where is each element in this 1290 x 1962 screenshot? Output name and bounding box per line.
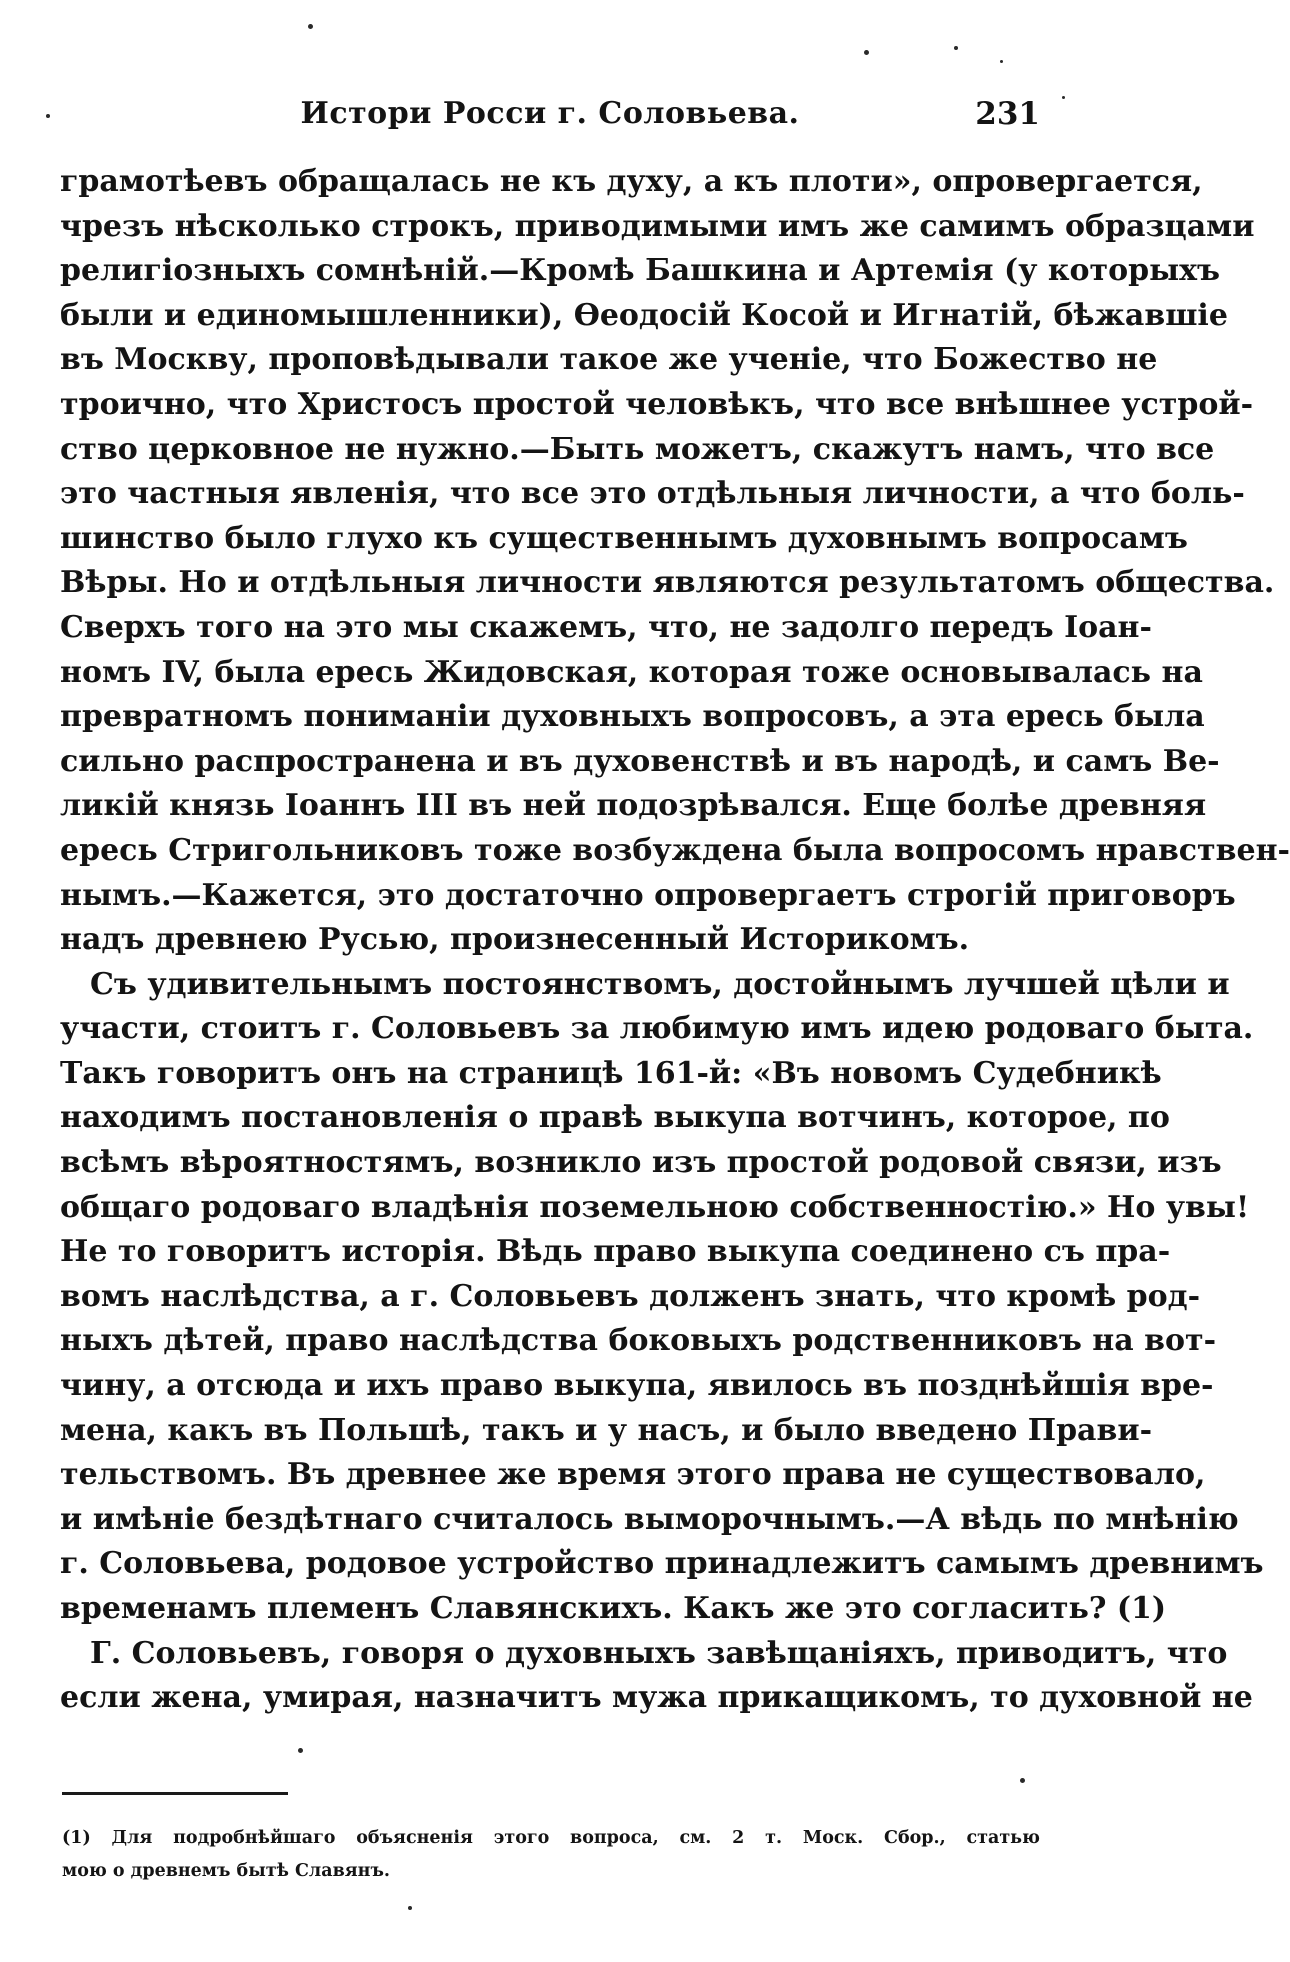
text-line: вомъ наслѣдства, а г. Соловьевъ долженъ знать, что кромѣ род- <box>60 1278 1201 1314</box>
scan-speck <box>954 46 958 50</box>
running-title: Истори Росси г. Соловьева. <box>300 96 800 131</box>
text-line: г. Соловьева, родовое устройство принадлежитъ самымъ древнимъ <box>60 1546 1264 1582</box>
footnote-line: (1) Для подробнѣйшаго объясненія этого вопроса, см. 2 т. Моск. Сбор., статью <box>62 1828 1040 1848</box>
scan-speck <box>298 1748 303 1753</box>
footnote-line: мою о древнемъ бытѣ Славянъ. <box>62 1861 391 1881</box>
text-line: ныхъ дѣтей, право наслѣдства боковыхъ родственниковъ на вот- <box>60 1323 1217 1359</box>
text-line: участи, стоитъ г. Соловьевъ за любимую имъ идею родоваго быта. <box>60 1011 1254 1047</box>
scan-speck <box>864 50 869 55</box>
text-line: мена, какъ въ Польшѣ, такъ и у насъ, и было введено Прави- <box>60 1412 1153 1448</box>
text-line: въ Москву, проповѣдывали такое же ученіе, что Божество не <box>60 342 1158 378</box>
text-line: Такъ говоритъ онъ на страницѣ 161-й: «Въ новомъ Судебникѣ <box>60 1055 1162 1091</box>
footnotes <box>62 1822 1040 1888</box>
text-line: общаго родоваго владѣнія поземельною собственностію.» Но увы! <box>60 1189 1250 1225</box>
scan-speck <box>408 1906 412 1910</box>
text-line: если жена, умирая, назначитъ мужа прикащикомъ, то духовной не <box>60 1680 1253 1716</box>
text-line: превратномъ пониманіи духовныхъ вопросовъ, а эта ересь была <box>60 699 1205 735</box>
text-line: сильно распространена и въ духовенствѣ и въ народѣ, и самъ Ве- <box>60 743 1220 779</box>
page-number: 231 <box>975 96 1040 132</box>
paragraph-start-line: Г. Соловьевъ, говоря о духовныхъ завѣщаніяхъ, приводитъ, что <box>90 1635 1228 1671</box>
text-line: всѣмъ вѣроятностямъ, возникло изъ простой родовой связи, изъ <box>60 1145 1222 1181</box>
text-line: чрезъ нѣсколько строкъ, приводимыми имъ же самимъ образцами <box>60 208 1255 244</box>
text-line: ересь Стригольниковъ тоже возбуждена была вопросомъ нравствен- <box>60 832 1290 868</box>
paragraph-start-line: Съ удивительнымъ постоянствомъ, достойнымъ лучшей цѣли и <box>90 966 1230 1002</box>
text-line: нымъ.—Кажется, это достаточно опровергаетъ строгій приговоръ <box>60 877 1236 913</box>
scan-speck <box>308 24 313 29</box>
text-line: это частныя явленія, что все это отдѣльныя личности, а что боль- <box>60 476 1245 512</box>
text-line: Не то говоритъ исторія. Вѣдь право выкупа соединено съ пра- <box>60 1234 1171 1270</box>
running-head <box>60 94 1040 134</box>
scan-speck <box>46 114 50 118</box>
text-line: религіозныхъ сомнѣній.—Кромѣ Башкина и Артемія (у которыхъ <box>60 253 1221 289</box>
paragraph-end-line: надъ древнею Русью, произнесенный Историкомъ. <box>60 922 970 958</box>
text-line: грамотѣевъ обращалась не къ духу, а къ плоти», опровергается, <box>60 164 1203 199</box>
text-line: чину, а отсюда и ихъ право выкупа, явилось въ позднѣйшія вре- <box>60 1368 1214 1404</box>
text-line: были и единомышленники), Ѳеодосій Косой и Игнатій, бѣжавшіе <box>60 297 1228 333</box>
text-line: тельствомъ. Въ древнее же время этого права не существовало, <box>60 1457 1206 1493</box>
text-line: троично, что Христосъ простой человѣкъ, что все внѣшнее устрой- <box>60 386 1254 422</box>
text-line: номъ IV, была ересь Жидовская, которая тоже основывалась на <box>60 654 1203 690</box>
scan-speck <box>1020 1778 1025 1783</box>
text-line: Вѣры. Но и отдѣльныя личности являются результатомъ общества. <box>60 565 1275 601</box>
paragraph-end-line: временамъ племенъ Славянскихъ. Какъ же это согласить? (1) <box>60 1591 1167 1626</box>
text-line: шинство было глухо къ существеннымъ духовнымъ вопросамъ <box>60 520 1188 556</box>
scan-speck <box>1000 60 1003 63</box>
text-line: ство церковное не нужно.—Быть можетъ, скажутъ намъ, что все <box>60 431 1215 467</box>
footnote-divider <box>62 1792 288 1795</box>
body-text <box>60 160 1290 1721</box>
scan-speck <box>1062 96 1065 99</box>
text-line: ликій князь Іоаннъ III въ ней подозрѣвался. Еще болѣе древняя <box>60 788 1207 824</box>
text-line: находимъ постановленія о правѣ выкупа вотчинъ, которое, по <box>60 1100 1170 1136</box>
text-line: и имѣніе бездѣтнаго считалось выморочнымъ.—А вѣдь по мнѣнію <box>60 1501 1239 1537</box>
text-line: Сверхъ того на это мы скажемъ, что, не задолго передъ Іоан- <box>60 609 1152 645</box>
